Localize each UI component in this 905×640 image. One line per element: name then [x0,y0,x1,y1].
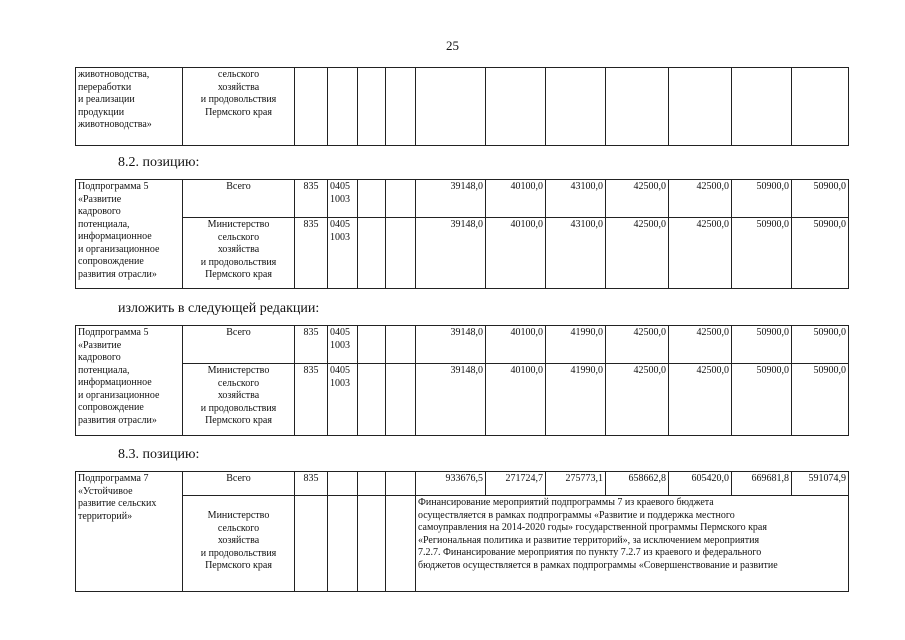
value-cell: 658662,8 [606,472,669,496]
value-cell: 42500,0 [669,326,732,364]
name-line: и реализации [78,94,135,105]
value-cell: 43100,0 [546,218,606,289]
value-cell: 275773,1 [546,472,606,496]
section-cell [328,364,358,436]
exec-line: хозяйства [217,81,260,93]
note-line: осуществляется в рамках подпрограммы «Развитие и поддержка местного [418,509,735,521]
executor-cell: Всего [183,472,295,496]
prog-line: Подпрограмма 7 [78,473,149,484]
prog-line: потенциала, [78,218,130,230]
page-number: 25 [446,38,459,53]
table-fragment-top [75,67,849,146]
code-cell: 835 [295,218,328,289]
value-cell: 39148,0 [416,326,486,364]
prog-line: и организационное [78,389,160,401]
value-cell: 42500,0 [606,218,669,289]
program-name-cell [76,326,183,436]
section-line: 0405 [330,365,350,376]
exec-line: Пермского края [205,560,272,571]
exec-line: сельского [217,377,260,389]
prog-line: информационное [78,377,152,388]
value-cell: 50900,0 [792,180,849,218]
exec-line: Министерство [207,510,270,521]
table-row [76,180,849,218]
value-cell: 42500,0 [669,364,732,436]
exec-line: сельского [217,522,260,534]
heading-new-edition: изложить в следующей редакции: [118,301,320,316]
program-name-cell [76,472,183,592]
exec-line: хозяйства [217,390,260,401]
prog-line: кадрового [78,206,121,217]
note-line: 7.2.7. Финансирование мероприятия по пункту 7.2.7 из краевого и федерального [418,547,762,558]
value-cell: 39148,0 [416,364,486,436]
executor-cell [183,496,295,592]
financing-note [416,496,849,592]
table-row [76,218,849,289]
prog-line: потенциала, [78,364,130,376]
value-cell: 42500,0 [606,326,669,364]
value-cell: 50900,0 [792,364,849,436]
executor-cell: Всего [183,180,295,218]
prog-line: «Развитие [78,339,122,351]
name-line: продукции [78,106,125,118]
value-cell: 40100,0 [486,364,546,436]
note-line: «Региональная политика и развитие территорий», за исключением мероприятия [418,534,760,546]
value-cell: 42500,0 [606,180,669,218]
code-cell: 835 [295,364,328,436]
value-cell: 40100,0 [486,180,546,218]
code-cell: 835 [295,472,328,496]
prog-line: «Устойчивое [78,485,133,497]
section-line: 1003 [330,339,350,351]
value-cell: 50900,0 [732,180,792,218]
value-cell: 41990,0 [546,326,606,364]
exec-line: и продовольствия [200,94,277,105]
prog-line: сопровождение [78,402,144,413]
value-cell: 591074,9 [792,472,849,496]
value-cell: 42500,0 [669,180,732,218]
prog-line: территорий» [78,510,133,522]
value-cell: 39148,0 [416,180,486,218]
value-cell: 40100,0 [486,218,546,289]
section-cell [328,218,358,289]
value-cell: 50900,0 [792,218,849,289]
prog-line: Подпрограмма 5 [78,327,149,338]
prog-line: кадрового [78,352,121,363]
value-cell: 40100,0 [486,326,546,364]
exec-line: Пермского края [205,106,272,118]
exec-line: и продовольствия [200,256,277,268]
section-line: 0405 [330,327,350,338]
value-cell: 669681,8 [732,472,792,496]
executor-cell: Всего [183,326,295,364]
prog-line: развитие сельских [78,498,157,509]
exec-line: хозяйства [217,535,260,546]
prog-line: информационное [78,231,152,242]
section-line: 1003 [330,377,350,389]
exec-line: Пермского края [205,269,272,280]
exec-line: и продовольствия [200,547,277,559]
table-row [76,496,849,592]
prog-line: и организационное [78,243,160,255]
program-name-cell [76,68,183,146]
value-cell: 605420,0 [669,472,732,496]
program-name-cell [76,180,183,289]
value-cell: 39148,0 [416,218,486,289]
name-line: животноводства, [78,69,150,80]
section-line: 1003 [330,193,350,205]
table-row [76,364,849,436]
value-cell: 42500,0 [669,218,732,289]
value-cell: 933676,5 [416,472,486,496]
code-cell: 835 [295,326,328,364]
value-cell: 50900,0 [732,364,792,436]
value-cell: 42500,0 [606,364,669,436]
executor-cell [183,218,295,289]
value-cell: 50900,0 [792,326,849,364]
executor-cell [183,68,295,146]
note-line: самоуправления на 2014-2020 годы» государственной программы Пермского края [418,522,767,533]
value-cell: 41990,0 [546,364,606,436]
prog-line: «Развитие [78,193,122,205]
value-cell: 43100,0 [546,180,606,218]
table-row [76,472,849,496]
table-8-2 [75,179,849,289]
prog-line: сопровождение [78,256,144,267]
table-new-edition [75,325,849,436]
heading-8-2: 8.2. позицию: [118,155,200,170]
note-line: бюджетов осуществляется в рамках подпрограммы «Совершенствование и развитие [418,559,778,571]
section-line: 0405 [330,181,350,192]
table-8-3 [75,471,849,592]
value-cell: 271724,7 [486,472,546,496]
section-line: 1003 [330,231,350,243]
exec-line: и продовольствия [200,402,277,414]
section-cell [328,326,358,364]
value-cell: 50900,0 [732,218,792,289]
exec-line: сельского [217,69,260,80]
section-line: 0405 [330,219,350,230]
heading-8-3: 8.3. позицию: [118,447,200,462]
exec-line: Пермского края [205,415,272,426]
exec-line: Министерство [207,219,270,230]
exec-line: Министерство [207,365,270,376]
code-cell: 835 [295,180,328,218]
prog-line: развития отрасли» [78,414,157,426]
name-line: животноводства» [78,119,152,130]
prog-line: развития отрасли» [78,268,157,280]
prog-line: Подпрограмма 5 [78,181,149,192]
name-line: переработки [78,81,132,93]
section-cell [328,180,358,218]
note-line: Финансирование мероприятий подпрограммы 7 из краевого бюджета [418,497,714,508]
exec-line: хозяйства [217,244,260,255]
table-row [76,326,849,364]
exec-line: сельского [217,231,260,243]
value-cell: 50900,0 [732,326,792,364]
executor-cell [183,364,295,436]
